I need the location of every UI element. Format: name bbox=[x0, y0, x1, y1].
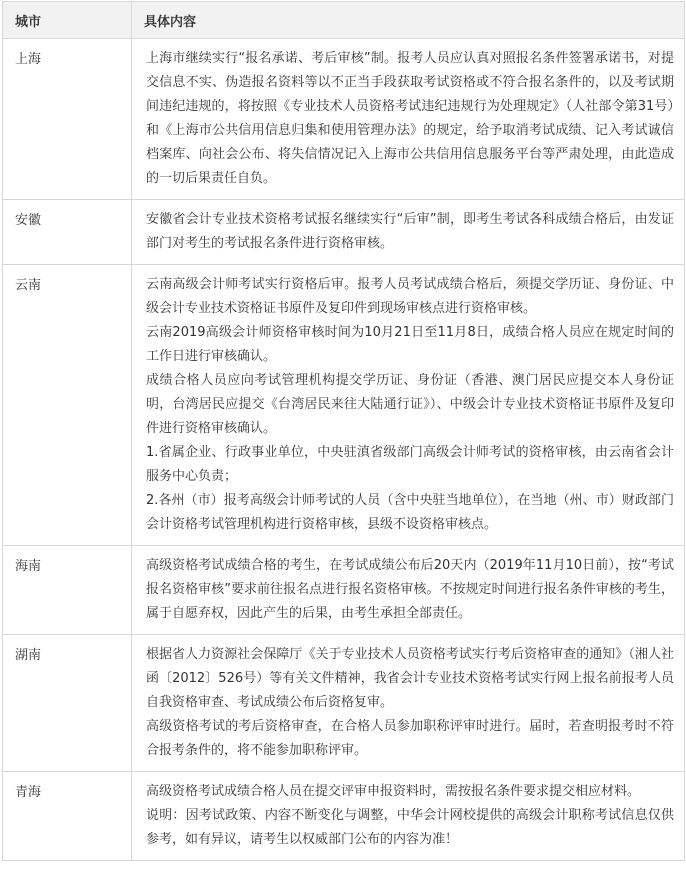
content-paragraph: 云南2019高级会计师资格审核时间为10月21日至11月8日，成绩合格人员应在规定时间的工作日进行审核确认。 bbox=[146, 325, 674, 364]
content-paragraph: 上海市继续实行“报名承诺、考后审核”制。报考人员应认真对照报名条件签署承诺书，对提交信息不实、伪造报名资料等以不正当手段获取考试资格或不符合报名条件的，以及考试期间违纪违规的，将按照《专业技术人员资格考试违纪违规行为处理规定》（人社部令第31号）和《上海市公共信用信息归集和使用管理办法》的规定，给予取消考试成绩、记入考试诚信档案库、向社会公布、将失信情况记入上海市公共信用信息服务平台等严肃处理，由此造成的一切后果责任自负。 bbox=[146, 51, 674, 186]
content-cell bbox=[132, 635, 685, 772]
header-city: 城市 bbox=[3, 2, 132, 39]
content-cell bbox=[132, 546, 685, 635]
table-row bbox=[3, 200, 685, 265]
table-header-row bbox=[3, 2, 685, 39]
content-paragraph: 云南高级会计师考试实行资格后审。报考人员考试成绩合格后，须提交学历证、身份证、中级会计专业技术资格证书原件及复印件到现场审核点进行资格审核。 bbox=[146, 277, 674, 316]
content-paragraph: 根据省人力资源社会保障厅《关于专业技术人员资格考试实行考后资格审查的通知》（湘人社函〔2012〕526号）等有关文件精神，我省会计专业技术资格考试实行网上报名前报考人员自我资格审查、考试成绩公布后资格复审。 bbox=[146, 647, 674, 710]
content-paragraph: 高级资格考试成绩合格人员在提交评审申报资料时，需按报名条件要求提交相应材料。 bbox=[146, 784, 641, 799]
table-row bbox=[3, 39, 685, 200]
city-cell: 海南 bbox=[3, 546, 132, 635]
content-paragraph: 1.省属企业、行政事业单位，中央驻滇省级部门高级会计师考试的资格审核，由云南省会计服务中心负责； bbox=[146, 445, 674, 484]
content-cell bbox=[132, 265, 685, 546]
content-paragraph: 成绩合格人员应向考试管理机构提交学历证、身份证（香港、澳门居民应提交本人身份证明，台湾居民应提交《台湾居民来往大陆通行证》）、中级会计专业技术资格证书原件及复印件进行资格审核确认。 bbox=[146, 373, 674, 436]
city-cell: 云南 bbox=[3, 265, 132, 546]
header-content: 具体内容 bbox=[132, 2, 685, 39]
city-cell: 上海 bbox=[3, 39, 132, 200]
city-cell: 青海 bbox=[3, 772, 132, 861]
content-cell bbox=[132, 39, 685, 200]
table-row bbox=[3, 265, 685, 546]
content-paragraph: 高级资格考试成绩合格的考生，在考试成绩公布后20天内（2019年11月10日前），按“考试报名资格审核”要求前往报名点进行报名资格审核。不按规定时间进行报名条件审核的考生，属于自愿弃权，因此产生的后果，由考生承担全部责任。 bbox=[146, 558, 674, 621]
table-row bbox=[3, 546, 685, 635]
content-paragraph: 2.各州（市）报考高级会计师考试的人员（含中央驻当地单位），在当地（州、市）财政部门会计资格考试管理机构进行资格审核，县级不设资格审核点。 bbox=[146, 493, 674, 532]
city-cell: 安徽 bbox=[3, 200, 132, 265]
content-paragraph: 说明：因考试政策、内容不断变化与调整，中华会计网校提供的高级会计职称考试信息仅供参考，如有异议，请考生以权威部门公布的内容为准！ bbox=[146, 808, 674, 847]
content-paragraph: 安徽省会计专业技术资格考试报名继续实行“后审”制，即考生考试各科成绩合格后，由发证部门对考生的考试报名条件进行资格审核。 bbox=[146, 212, 674, 251]
content-cell bbox=[132, 772, 685, 861]
table-row bbox=[3, 635, 685, 772]
table-row bbox=[3, 772, 685, 861]
content-cell bbox=[132, 200, 685, 265]
city-cell: 湖南 bbox=[3, 635, 132, 772]
content-paragraph: 高级资格考试的考后资格审查，在合格人员参加职称评审时进行。届时，若查明报考时不符合报考条件的，将不能参加职称评审。 bbox=[146, 719, 674, 758]
policy-table bbox=[2, 1, 685, 861]
